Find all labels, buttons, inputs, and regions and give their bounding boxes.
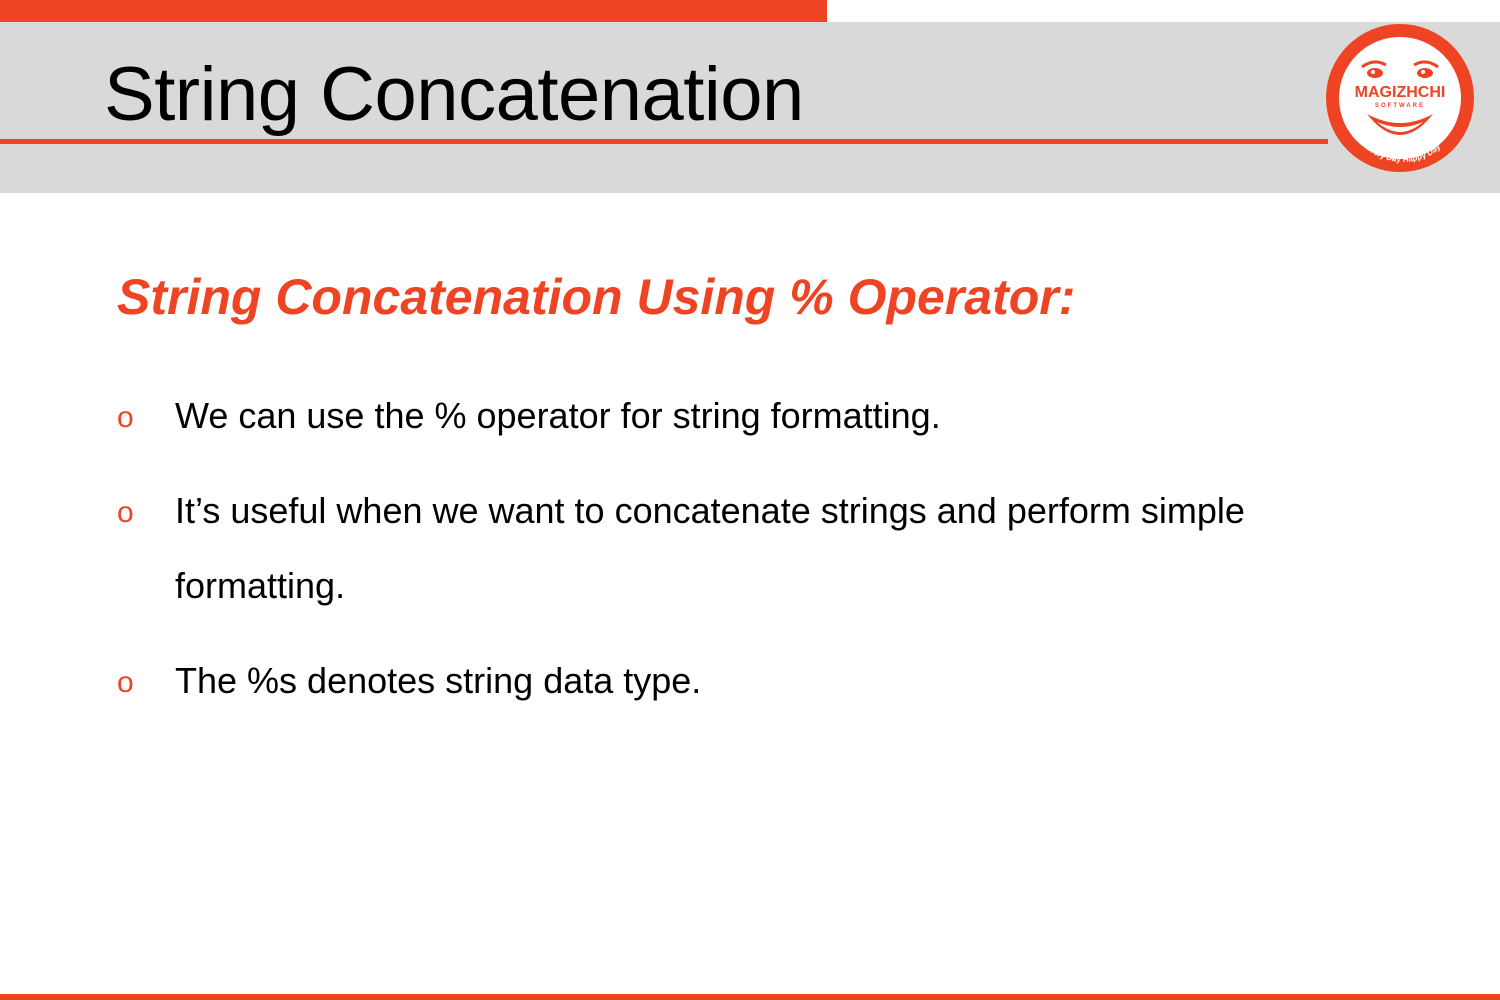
bullet-text: We can use the % operator for string formatting. <box>175 395 941 436</box>
bullet-list <box>117 378 1377 738</box>
list-item <box>117 643 1377 718</box>
logo-subtitle: SOFTWARE <box>1375 103 1425 109</box>
bullet-circle-icon: o <box>117 666 134 699</box>
slide-title: String Concatenation <box>104 52 804 137</box>
company-logo <box>1322 20 1478 176</box>
section-heading: String Concatenation Using % Operator: <box>117 269 1076 325</box>
bullet-text: The %s denotes string data type. <box>175 660 702 701</box>
list-item <box>117 378 1377 453</box>
bullet-circle-icon: o <box>117 496 134 529</box>
footer-divider <box>0 994 1500 1000</box>
list-item <box>117 473 1377 623</box>
smiling-face-icon <box>1322 20 1478 176</box>
logo-tagline-path: Every Day Happy Day <box>1363 142 1443 165</box>
bullet-circle-icon: o <box>117 401 134 434</box>
logo-name: MAGIZHCHI <box>1354 84 1446 101</box>
top-accent-strip <box>0 0 827 22</box>
bullet-text: It’s useful when we want to concatenate strings and perform simple formatting. <box>175 490 1245 606</box>
